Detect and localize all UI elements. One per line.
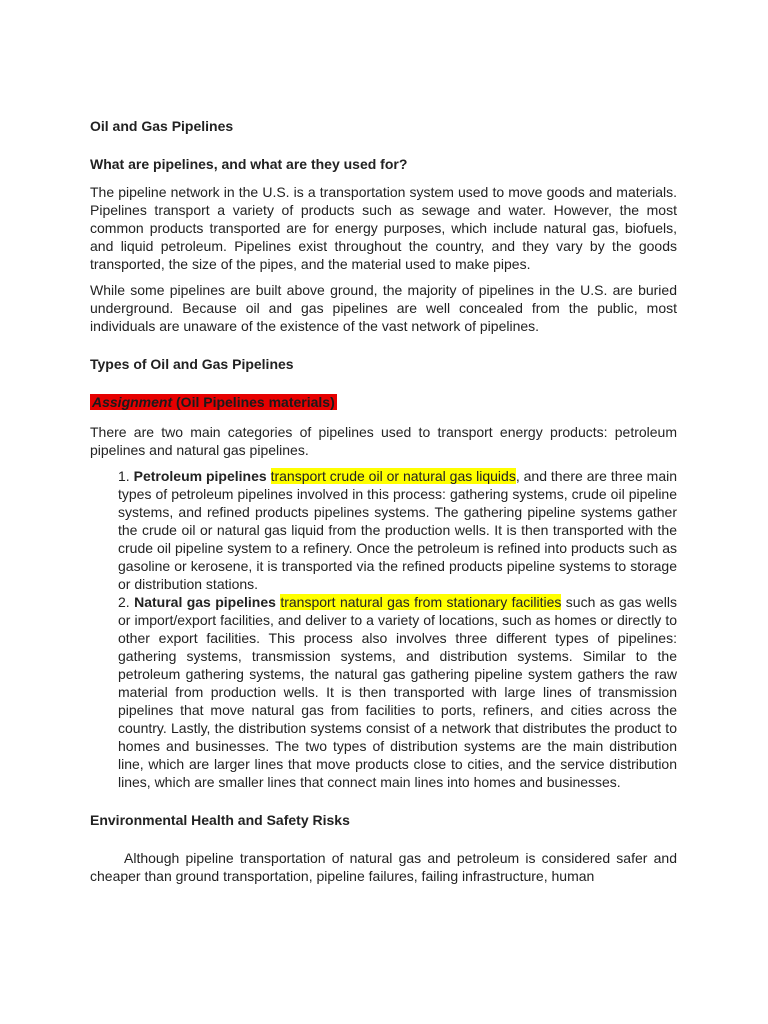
pipeline-types-list	[118, 467, 677, 791]
list-item-petroleum	[118, 467, 677, 593]
paragraph-ehs: Although pipeline transportation of natural gas and petroleum is considered safer and cheaper than ground transportation, pipeline failures, failing infrastructure, human	[90, 850, 677, 884]
assignment-description: (Oil Pipelines materials)	[172, 394, 335, 410]
highlighted-text: transport natural gas from stationary facilities	[280, 594, 562, 610]
section-heading-ehs: Environmental Health and Safety Risks	[90, 812, 350, 828]
list-number: 2.	[118, 594, 130, 610]
paragraph-categories: There are two main categories of pipelines used to transport energy products: petroleum pipelines and natural gas pipelines.	[90, 424, 677, 458]
list-item-natural-gas	[118, 593, 677, 791]
list-text: such as gas wells or import/export facilities, and deliver to a variety of locations, such as homes or directly to other export facilities. This process also involves three different types of pipelines: gathering systems, transmission systems, and distribution systems. Similar to the petroleum gathering systems, the natural gas gathering pipeline system gathers the raw material from production wells. It is then transported with large lines of transmission pipelines that move natural gas from facilities to ports, refiners, and cities across the country. Lastly, the distribution systems consist of a network that distributes the product to homes and businesses. The two types of distribution systems are the main distribution line, which are larger lines that move products close to cities, and the service distribution lines, which are smaller lines that connect main lines into homes and businesses.	[118, 594, 678, 790]
paragraph-pipeline-network: The pipeline network in the U.S. is a transportation system used to move goods and materials. Pipelines transport a variety of products such as sewage and water. However, the most common products transported are for energy purposes, which include natural gas, biofuels, and liquid petroleum. Pipelines exist throughout the country, and they vary by the goods transported, the size of the pipes, and the material used to make pipes.	[90, 184, 677, 272]
section-heading-types: Types of Oil and Gas Pipelines	[90, 356, 294, 372]
highlighted-text: transport crude oil or natural gas liquids	[270, 468, 516, 484]
list-term: Natural gas pipelines	[134, 594, 276, 610]
section-heading-pipelines-use: What are pipelines, and what are they used for?	[90, 156, 408, 172]
assignment-label: Assignment	[92, 394, 173, 410]
list-text: , and there are three main types of petroleum pipelines involved in this process: gathering systems, crude oil pipeline systems, and refined products pipelines systems. The gathering pipeline systems gather the crude oil or natural gas liquid from the production wells. It is then transported with the crude oil pipeline system to a refinery. Once the petroleum is refined into products such as gasoline or kerosene, it is transported via the refined products pipeline systems to storage or distribution stations.	[118, 468, 678, 592]
assignment-highlight	[90, 394, 337, 410]
document-title: Oil and Gas Pipelines	[90, 118, 234, 134]
assignment-line	[90, 393, 677, 411]
list-number: 1.	[118, 468, 130, 484]
list-term: Petroleum pipelines	[133, 468, 267, 484]
paragraph-underground-pipelines: While some pipelines are built above ground, the majority of pipelines in the U.S. are buried underground. Because oil and gas pipelines are well concealed from the public, most individuals are unaware of the existence of the vast network of pipelines.	[90, 282, 677, 334]
